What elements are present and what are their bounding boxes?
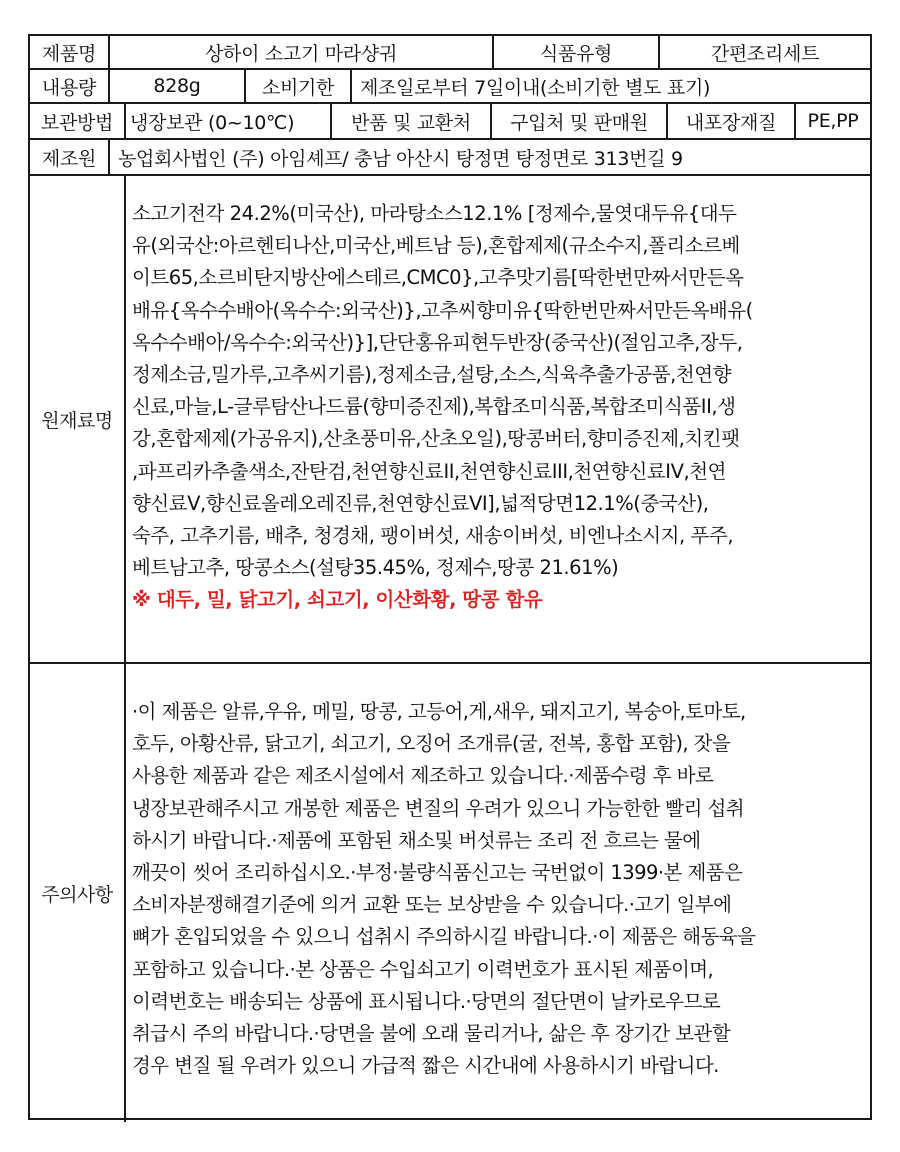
row-cautions	[30, 664, 870, 1122]
return-value: 구입처 및 판매원	[492, 104, 668, 138]
row-storage	[30, 104, 870, 140]
product-name-label: 제품명	[30, 36, 110, 68]
cautions-label: 주의사항	[30, 664, 126, 1122]
ingredients-text: 소고기전각 24.2%(미국산), 마라탕소스12.1% [정제수,물엿대두유{대두 유(외국산:아르헨티나산,미국산,베트남 등),혼합제제(규소수지,폴리소르베 이트65,소르비탄지방산에스테르,CMC0},고추맛기름[딱한번만짜서만든옥 배유{옥수수배아(옥수수:외국산)},고추씨향미유{딱한번만짜서만든옥배유( 옥수수배아/옥수수:외국산)}],단단홍유피현두반장(중국산)(절임고추,장두, 정제소금,밀가루,고추씨기름),정제소금,설탕,소스,식육추출가공품,천연향 신료,마늘,L-글루탐산나드륨(향미증진제),복합조미식품,복합조미식품II,생 강,혼합제제(가공유지),산초풍미유,산초오일),땅콩버터,향미증진제,치킨팻 ,파프리카추출색소,잔탄검,천연향신료II,천연향신료III,천연향신료IV,천연 향신료V,향신료올레오레진류,천연향신료VI],넓적당면12.1%(중국산), 숙주, 고추기름, 배추, 청경채, 팽이버섯, 새송이버섯, 비엔나소시지, 푸주, 베트남고추, 땅콩소스(설탕35.45%, 정제수,땅콩 21.61%)	[132, 202, 753, 580]
cautions-body	[126, 664, 870, 1122]
ingredients-block	[132, 198, 866, 617]
product-label-table	[28, 34, 872, 1120]
row-ingredients	[30, 176, 870, 664]
expiry-label: 소비기한	[246, 70, 352, 102]
food-type-label: 식품유형	[494, 36, 660, 68]
row-content	[30, 70, 870, 104]
storage-value: 냉장보관 (0~10℃)	[126, 104, 332, 138]
packaging-value: PE,PP	[807, 110, 859, 132]
food-type-value: 간편조리세트	[710, 42, 820, 65]
return-label: 반품 및 교환처	[332, 104, 492, 138]
storage-label: 보관방법	[30, 104, 126, 138]
cautions-text: ·이 제품은 알류,우유, 메밀, 땅콩, 고등어,게,새우, 돼지고기, 복숭아,토마토, 호두, 아황산류, 닭고기, 쇠고기, 오징어 조개류(굴, 전복, 홍합 포함), 잣을 사용한 제품과 같은 제조시설에서 제조하고 있습니다.·제품수령 후 바로 냉장보관해주시고 개봉한 제품은 변질의 우려가 있으니 가능한한 빨리 섭취 하시기 바랍니다.·제품에 포함된 채소및 버섯류는 조리 전 흐르는 물에 깨끗이 씻어 조리하십시오.·부정·불량식품신고는 국번없이 1399·본 제품은 소비자분쟁해결기준에 의거 교환 또는 보상받을 수 있습니다.·고기 일부에 뼈가 혼입되었을 수 있으니 섭취시 주의하시길 바랍니다.·이 제품은 해동육을 포함하고 있습니다.·본 상품은 수입쇠고기 이력번호가 표시된 제품이며, 이력번호는 배송되는 상품에 표시됩니다.·당면의 절단면이 날카로우므로 취급시 주의 바랍니다.·당면을 불에 오래 물리거나, 삶은 후 장기간 보관할 경우 변질 될 우려가 있으니 가급적 짧은 시간내에 사용하시기 바랍니다.	[132, 700, 756, 1078]
manufacturer-value: 농업회사법인 (주) 아임셰프/ 충남 아산시 탕정면 탕정면로 313번길 9	[118, 147, 683, 170]
expiry-value: 제조일로부터 7일이내(소비기한 별도 표기)	[360, 76, 711, 99]
product-name-value: 상하이 소고기 마라샹궈	[110, 36, 494, 68]
packaging-label: 내포장재질	[668, 104, 796, 138]
row-manufacturer	[30, 140, 870, 176]
ingredients-label: 원재료명	[30, 176, 126, 662]
manufacturer-label: 제조원	[30, 140, 110, 174]
ingredients-body	[126, 176, 870, 662]
content-value: 828g	[110, 70, 246, 102]
content-label: 내용량	[30, 70, 110, 102]
row-product-name	[30, 36, 870, 70]
allergen-warning: ※ 대두, 밀, 닭고기, 쇠고기, 이산화황, 땅콩 함유	[132, 588, 543, 612]
